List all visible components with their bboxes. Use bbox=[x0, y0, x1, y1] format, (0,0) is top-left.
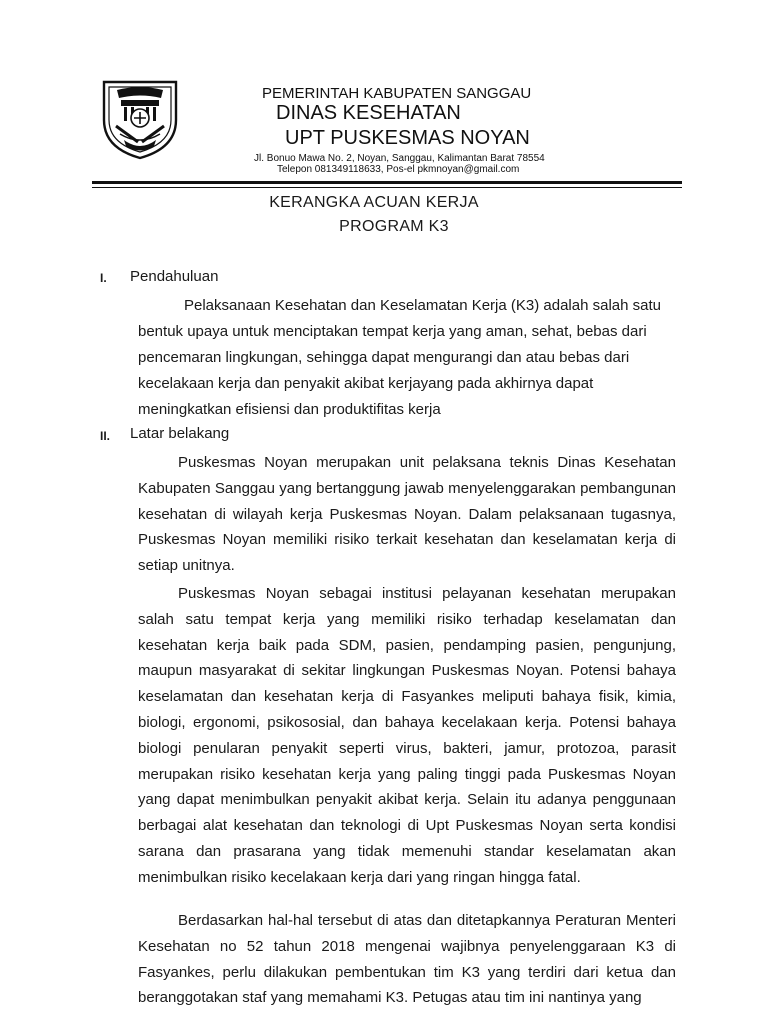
document-subtitle: PROGRAM K3 bbox=[339, 218, 449, 235]
letterhead-divider-thin bbox=[92, 187, 682, 188]
contact-line: Telepon 081349118633, Pos-el pkmnoyan@gmail.com bbox=[277, 164, 520, 175]
paragraph-latar-belakang-3: Berdasarkan hal-hal tersebut di atas dan ditetapkannya Peraturan Menteri Kesehatan no 52 tahun 2018 mengenai wajibnya penyelenggaraan K3 di Fasyankes, perlu dilakukan pembentukan tim K3 yang terdiri dari ketua dan beranggotakan staf yang memahami K3. Petugas atau tim ini nantinya yang bbox=[138, 912, 676, 1007]
paragraph-pendahuluan: Pelaksanaan Kesehatan dan Keselamatan Kerja (K3) adalah salah satu bentuk upaya untuk menciptakan tempat kerja yang aman, sehat, bebas dari pencemaran lingkungan, sehingga dapat mengurangi dan atau bebas dari kecelakaan kerja dan penyakit akibat kerjayang pada akhirnya dapat meningkatkan efisiensi dan produktifitas kerja bbox=[138, 297, 661, 418]
regency-coat-of-arms-icon bbox=[98, 76, 182, 162]
section-heading-latar-belakang: Latar belakang bbox=[130, 425, 230, 442]
section-heading-pendahuluan: Pendahuluan bbox=[130, 268, 219, 285]
document-title: KERANGKA ACUAN KERJA bbox=[269, 194, 479, 211]
section-number: II. bbox=[100, 429, 111, 443]
letterhead-divider-thick bbox=[92, 181, 682, 184]
government-name: PEMERINTAH KABUPATEN SANGGAU bbox=[262, 85, 532, 102]
paragraph-latar-belakang-1: Puskesmas Noyan merupakan unit pelaksana teknis Dinas Kesehatan Kabupaten Sanggau yang bertanggung jawab menyelenggarakan pembangunan kesehatan di wilayah kerja Puskesmas Noyan. Dalam pelaksanaan tugasnya, Puskesmas Noyan memiliki risiko terkait kesehatan dan keselamatan kerja di setiap unitnya. bbox=[138, 454, 676, 575]
agency-name: DINAS KESEHATAN bbox=[276, 102, 461, 124]
section-number: I. bbox=[100, 271, 107, 285]
unit-name: UPT PUSKESMAS NOYAN bbox=[285, 127, 530, 149]
address-line: Jl. Bonuo Mawa No. 2, Noyan, Sanggau, Kalimantan Barat 78554 bbox=[254, 153, 545, 164]
paragraph-latar-belakang-2: Puskesmas Noyan sebagai institusi pelayanan kesehatan merupakan salah satu tempat kerja yang memiliki risiko terhadap keselamatan dan kesehatan kerja baik pada SDM, pasien, pendamping pasien, pengunjung, maupun masyarakat di sekitar lingkungan Puskesmas Noyan. Potensi bahaya keselamatan dan kesehatan kerja di Fasyankes meliputi bahaya fisik, kimia, biologi, ergonomi, psikososial, dan bahaya kecelakaan kerja. Potensi bahaya biologi penularan penyakit seperti virus, bakteri, jamur, protozoa, parasit merupakan risiko kesehatan kerja yang paling tinggi pada Puskesmas Noyan yang dapat menimbulkan penyakit akibat kerja. Selain itu adanya penggunaan berbagai alat kesehatan dan teknologi di Upt Puskesmas Noyan serta kondisi sarana dan prasarana yang tidak memenuhi standar keselamatan akan menimbulkan risiko kecelakaan kerja dari yang ringan hingga fatal. bbox=[138, 585, 676, 886]
